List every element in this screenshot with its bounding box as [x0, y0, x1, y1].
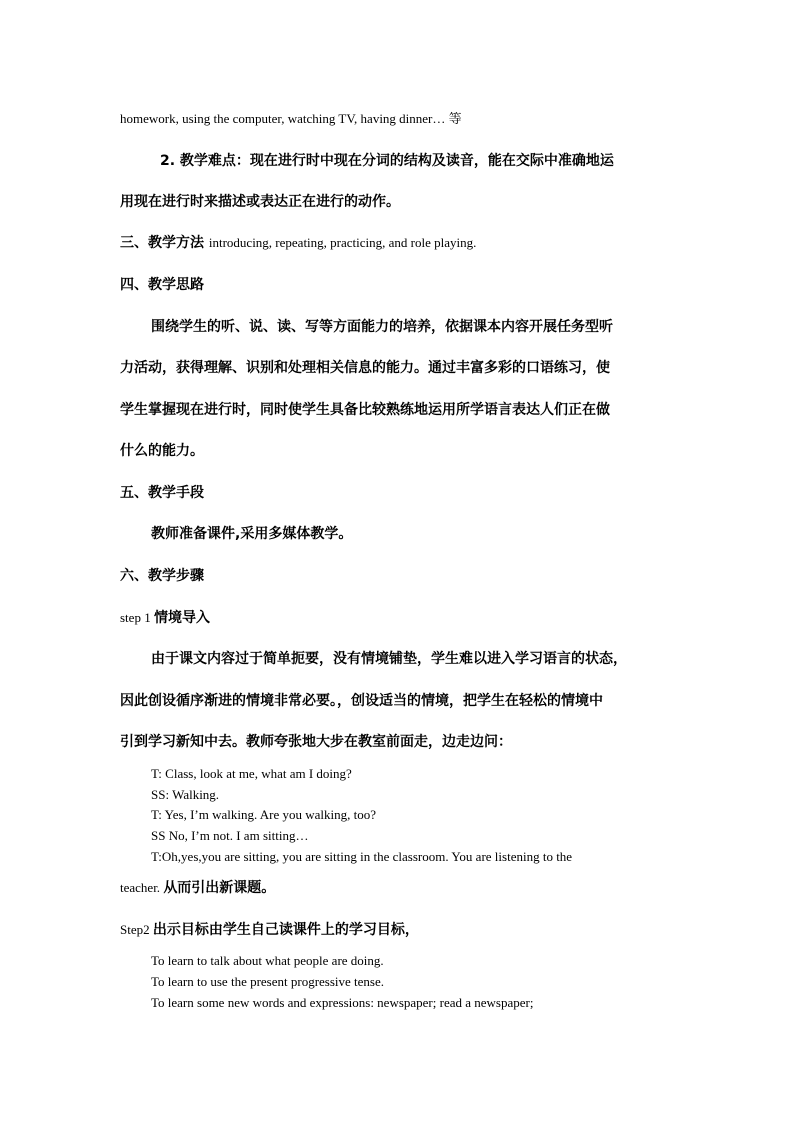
section-heading: 四、教学思路 [120, 277, 204, 293]
section-heading: 六、教学步骤 [120, 568, 204, 584]
dialogue-line: T: Yes, I’m walking. Are you walking, too? [151, 807, 377, 822]
paragraph-line: 学生掌握现在进行时，同时使学生具备比较熟练地运用所学语言表达人们正在做 [120, 402, 610, 418]
objective-line: To learn to talk about what people are doing. [151, 953, 384, 968]
step-title: 情境导入 [153, 610, 210, 626]
paragraph-line: 围绕学生的听、说、读、写等方面能力的培养，依据课本内容开展任务型听 [151, 319, 613, 335]
paragraph-line: 因此创设循序渐进的情境非常必要。，创设适当的情境，把学生在轻松的情境中 [120, 693, 603, 709]
text-line: 2. 教学难点：现在进行时中现在分词的结构及读音，能在交际中准确地运 [160, 153, 614, 169]
objective-line: To learn to use the present progressive tense. [151, 974, 385, 989]
step-heading [120, 921, 419, 939]
dialogue-line: SS No, I’m not. I am sitting… [151, 828, 309, 843]
paragraph-line: 什么的能力。 [120, 443, 204, 459]
heading-detail: introducing, repeating, practicing, and role playing. [208, 235, 477, 250]
paragraph-line: 引到学习新知中去。教师夸张地大步在教室前面走，边走边问： [120, 734, 512, 750]
paragraph-line: 力活动，获得理解、识别和处理相关信息的能力。通过丰富多彩的口语练习，使 [120, 360, 610, 376]
paragraph-line: 教师准备课件,采用多媒体教学。 [151, 526, 353, 542]
section-heading [120, 234, 476, 252]
step-label: Step2 [120, 922, 153, 937]
step-label: step 1 [120, 610, 154, 625]
paragraph-line: 由于课文内容过于简单扼要，没有情境铺垫，学生难以进入学习语言的状态， [151, 651, 627, 667]
step-title: 出示目标由学生自己读课件上的学习目标， [152, 922, 419, 938]
dialogue-line: T:Oh,yes,you are sitting, you are sitting in the classroom. You are listening to the [151, 849, 573, 864]
dialogue-line: SS: Walking. [151, 787, 220, 802]
step-heading [120, 609, 210, 627]
dialogue-line [120, 879, 275, 897]
dialogue-prefix: teacher. [120, 880, 164, 895]
heading-label: 三、教学方法 [120, 235, 209, 251]
dialogue-line: T: Class, look at me, what am I doing? [151, 766, 352, 781]
section-heading: 五、教学手段 [120, 485, 204, 501]
text-line: homework, using the computer, watching TV, having dinner… 等 [120, 111, 462, 126]
text-line: 用现在进行时来描述或表达正在进行的动作。 [120, 194, 400, 210]
objective-line: To learn some new words and expressions: newspaper; read a newspaper; [151, 995, 534, 1010]
dialogue-note: 从而引出新课题。 [163, 880, 276, 896]
